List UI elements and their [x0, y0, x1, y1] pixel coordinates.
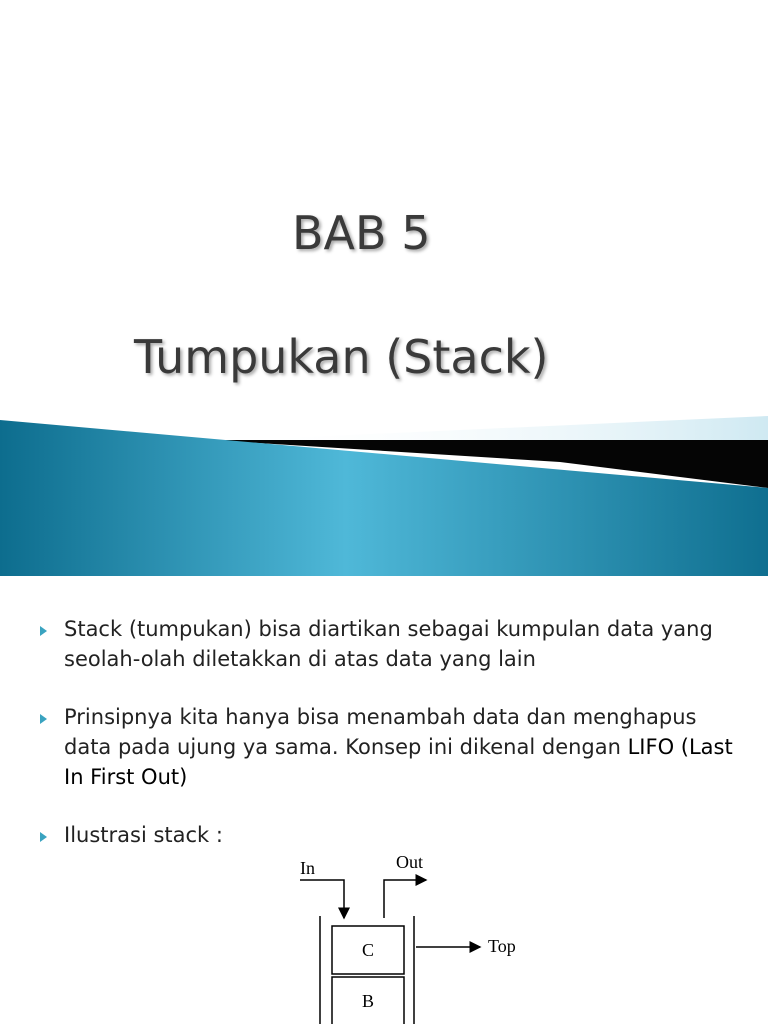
bullet-arrow-icon	[40, 626, 47, 636]
in-label: In	[300, 858, 315, 878]
lifo-emphasis: LIFO (Last In First Out)	[64, 735, 733, 789]
banner-light-stripe	[240, 416, 768, 440]
out-label: Out	[396, 852, 423, 872]
out-arrow	[384, 880, 426, 918]
bullet-text: Prinsipnya kita hanya bisa menambah data dan menghapus data pada ujung ya sama. Konsep ini dikenal dengan	[64, 705, 697, 759]
bullet-list	[40, 614, 740, 850]
top-label: Top	[488, 936, 516, 956]
bullet-arrow-icon	[40, 832, 47, 842]
stack-cell-label: B	[362, 991, 375, 1011]
bullet-item	[40, 702, 740, 792]
stack-diagram	[290, 850, 540, 1024]
bullet-text: Ilustrasi stack :	[64, 823, 223, 847]
decorative-banner	[0, 410, 768, 576]
slide-title-line-2: Tumpukan (Stack)	[134, 330, 549, 384]
bullet-item	[40, 614, 740, 674]
bullet-text: Stack (tumpukan) bisa diartikan sebagai kumpulan data yang seolah-olah diletakkan di atas data yang lain	[64, 617, 713, 671]
in-arrow	[300, 880, 344, 918]
stack-cell-label: C	[362, 940, 375, 960]
slide-title-line-1: BAB 5	[292, 206, 431, 260]
bullet-arrow-icon	[40, 714, 47, 724]
bullet-item	[40, 820, 740, 850]
